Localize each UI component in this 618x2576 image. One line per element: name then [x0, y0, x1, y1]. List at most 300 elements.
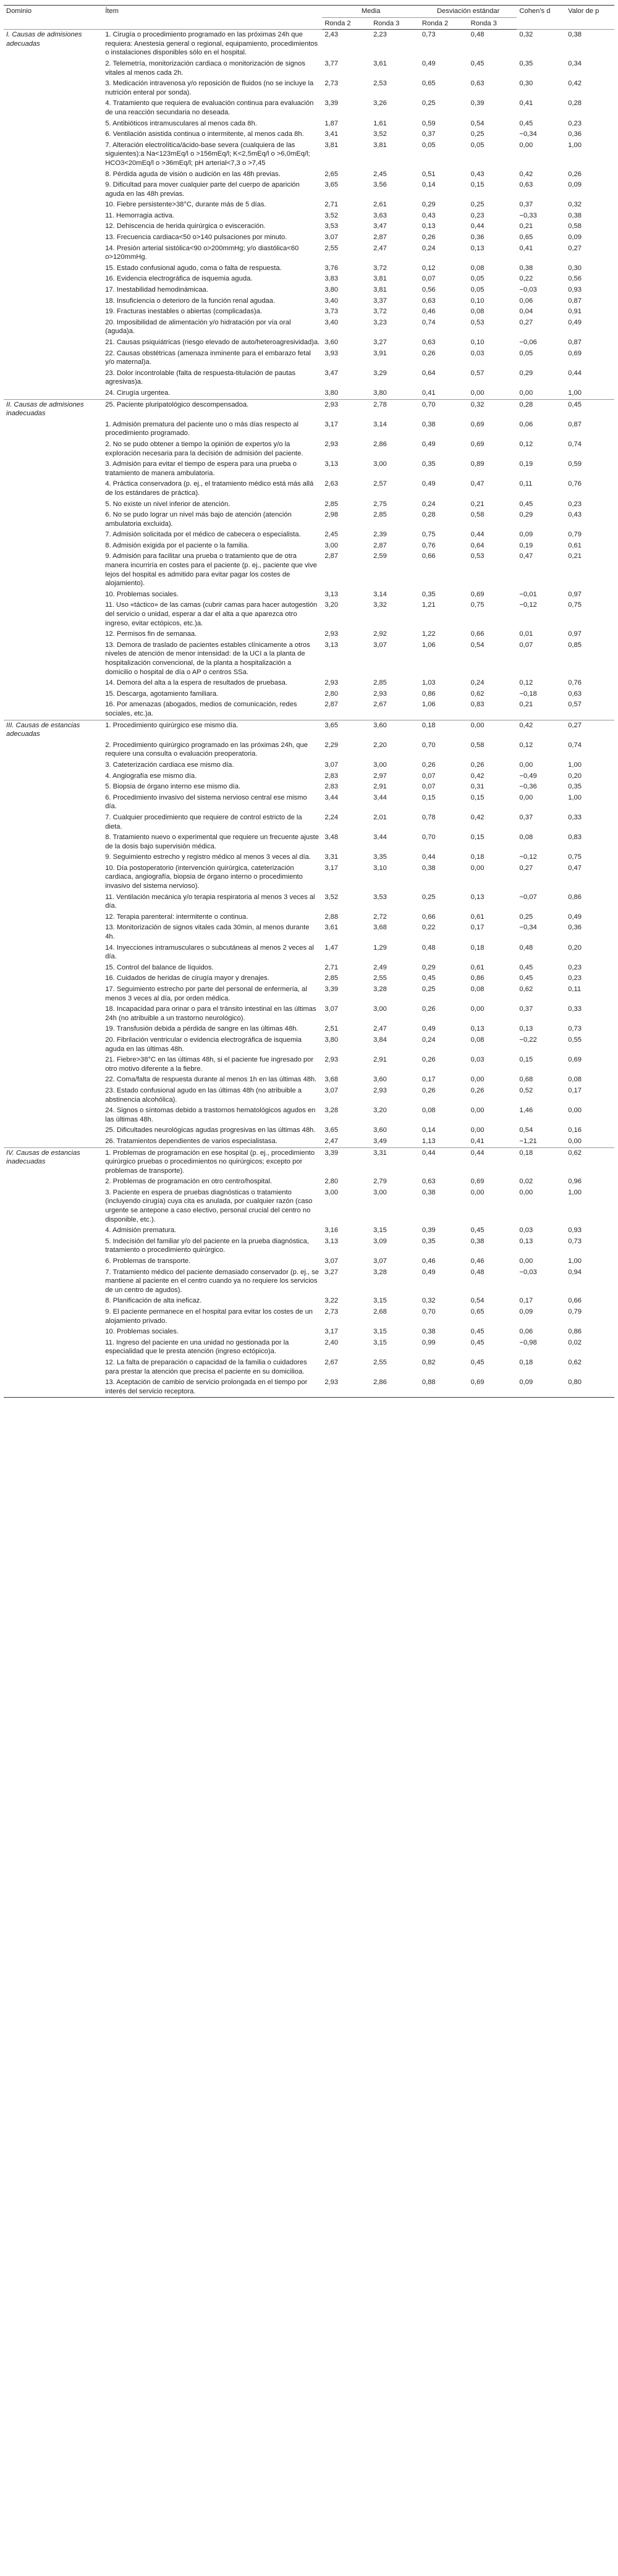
table-row [4, 689, 614, 700]
item-cell: 24. Cirugía urgentea. [105, 389, 171, 397]
item-cell: 15. Estado confusional agudo, coma o falta de respuesta. [105, 264, 282, 272]
item-cell: 13. Demora de traslado de pacientes estables clínicamente a otros niveles de atención de menor intensidad: de la UCI a la planta de hospitalización convencional, de la planta a hospitalización a domicilio o hospital de día o AP o centros SSa. [105, 641, 310, 676]
p-value-cell: 0,21 [568, 552, 582, 560]
mean-round-3-cell: 1,61 [373, 119, 387, 127]
mean-round-3-cell: 3,15 [373, 1328, 387, 1336]
sd-round-3-cell: 0,03 [470, 349, 485, 357]
sd-round-3-cell: 0,00 [470, 1188, 485, 1196]
sd-round-2-cell: 0,26 [421, 349, 436, 357]
sd-round-2-cell: 0,59 [421, 119, 436, 127]
item-cell: 18. Incapacidad para orinar o para el tránsito intestinal en las últimas 24h (no atribuible a un trastorno neurológico). [105, 1005, 316, 1022]
mean-round-2-cell: 3,13 [324, 460, 339, 468]
item-cell: 26. Tratamientos dependientes de varios especialistasa. [105, 1137, 277, 1145]
domain-cell [4, 589, 103, 601]
sd-round-3-cell: 0,48 [470, 1268, 485, 1276]
p-value-cell: 0,38 [565, 30, 614, 59]
table-row [4, 30, 614, 59]
item-cell: 12. Dehiscencia de herida quirúrgica o evisceración. [105, 222, 266, 230]
mean-round-2-cell: 3,27 [324, 1268, 339, 1276]
mean-round-3-cell: 2,72 [373, 913, 387, 921]
sd-round-2-cell: 0,66 [421, 552, 436, 560]
table-row [4, 439, 614, 459]
sd-round-2-cell: 0,29 [421, 201, 436, 209]
sd-round-3-cell: 0,44 [470, 531, 485, 539]
sd-round-3-cell: 0,00 [468, 720, 517, 740]
mean-round-2-cell: 2,93 [322, 1377, 371, 1398]
sd-round-2-cell: 0,32 [421, 1297, 436, 1305]
mean-round-3-cell: 3,09 [373, 1237, 387, 1245]
item-cell: 9. El paciente permanece en el hospital para evitar los costes de un alojamiento privado. [105, 1308, 313, 1325]
domain-cell [4, 1188, 103, 1225]
p-value-cell: 0,02 [568, 1338, 582, 1346]
table-row [4, 1327, 614, 1338]
sd-round-3-cell: 0,44 [470, 222, 485, 230]
sd-round-2-cell: 0,43 [421, 211, 436, 219]
table-row [4, 530, 614, 541]
item-cell: 11. Ventilación mecánica y/o terapia respiratoria al menos 3 veces al día. [105, 893, 315, 910]
domain-cell [4, 1136, 103, 1147]
mean-round-3-cell: 2,87 [373, 234, 387, 242]
mean-round-2-cell: 3,53 [324, 222, 339, 230]
mean-round-2-cell: 3,07 [324, 1257, 339, 1265]
mean-round-3-cell: 3,15 [373, 1227, 387, 1235]
sd-round-2-cell: 1,06 [421, 701, 436, 709]
cohen-d-cell: −0,34 [519, 130, 537, 138]
sd-round-3-cell: 0,10 [470, 339, 485, 346]
mean-round-2-cell: 3,28 [324, 1107, 339, 1115]
sd-round-3-cell: 0,41 [470, 1137, 485, 1145]
cohen-d-cell: 0,00 [519, 793, 533, 801]
sd-round-2-cell: 0,64 [421, 369, 436, 377]
sd-round-3-cell: 0,25 [470, 201, 485, 209]
mean-round-2-cell: 3,13 [324, 641, 339, 649]
table-row [4, 720, 614, 740]
domain-cell [4, 1327, 103, 1338]
table-row [4, 813, 614, 832]
p-value-cell: 0,57 [568, 701, 582, 709]
mean-round-3-cell: 2,91 [373, 1056, 387, 1064]
table-row [4, 1125, 614, 1136]
cohen-d-cell: 0,03 [519, 1227, 533, 1235]
header-sd-round-3: Ronda 3 [468, 17, 517, 30]
sd-round-2-cell: 0,26 [421, 1005, 436, 1013]
cohen-d-cell: 0,27 [519, 318, 533, 326]
item-cell: 8. Planificación de alta ineficaz. [105, 1297, 202, 1305]
sd-round-2-cell: 0,13 [421, 222, 436, 230]
cohen-d-cell: 0,45 [519, 974, 533, 982]
delphi-results-table [4, 5, 614, 1398]
item-cell: 6. No se pudo lograr un nivel más bajo de atención (atención ambulatoria excluida). [105, 511, 292, 528]
sd-round-3-cell: 0,15 [470, 181, 485, 189]
sd-round-3-cell: 0,58 [470, 741, 485, 749]
p-value-cell: 0,35 [568, 783, 582, 791]
mean-round-2-cell: 3,83 [324, 275, 339, 283]
table-row [4, 943, 614, 963]
mean-round-3-cell: 2,45 [373, 170, 387, 178]
domain-cell [4, 984, 103, 1004]
sd-round-2-cell: 0,15 [421, 793, 436, 801]
p-value-cell: 0,96 [568, 1178, 582, 1186]
sd-round-3-cell: 0,05 [470, 275, 485, 283]
sd-round-2-cell: 0,49 [421, 1268, 436, 1276]
cohen-d-cell: −0,22 [519, 1036, 537, 1044]
table-row [4, 963, 614, 974]
item-cell: 1. Admisión prematura del paciente uno o más días respecto al procedimiento programado. [105, 420, 299, 437]
domain-cell [4, 169, 103, 180]
mean-round-3-cell: 3,60 [373, 1126, 387, 1134]
item-cell: 4. Práctica conservadora (p. ej., el tratamiento médico está más allá de los estándares de práctica). [105, 480, 314, 497]
cohen-d-cell: −0,07 [519, 893, 537, 901]
cohen-d-cell: 0,65 [519, 234, 533, 242]
mean-round-3-cell: 3,72 [373, 308, 387, 316]
table-row [4, 337, 614, 348]
domain-cell [4, 59, 103, 78]
mean-round-2-cell: 3,61 [324, 924, 339, 932]
sd-round-2-cell: 0,07 [421, 772, 436, 780]
p-value-cell: 0,73 [568, 1237, 582, 1245]
sd-round-3-cell: 0,45 [470, 1227, 485, 1235]
item-cell: 3. Admisión para evitar el tiempo de espera para una prueba o tratamiento de manera ambulatoria. [105, 460, 297, 477]
table-row [4, 1075, 614, 1086]
sd-round-3-cell: 0,24 [470, 679, 485, 687]
mean-round-3-cell: 3,84 [373, 1036, 387, 1044]
mean-round-3-cell: 2,55 [373, 1358, 387, 1366]
domain-cell [4, 318, 103, 337]
item-cell: 15. Descarga, agotamiento familiara. [105, 690, 219, 698]
item-cell: 5. Biopsia de órgano interno ese mismo día. [105, 783, 241, 791]
sd-round-2-cell: 0,48 [421, 944, 436, 952]
p-value-cell: 0,83 [568, 834, 582, 842]
p-value-cell: 0,79 [568, 1308, 582, 1315]
sd-round-2-cell: 0,70 [420, 399, 468, 420]
item-cell: 25. Paciente pluripatológico descompensadoa. [103, 399, 322, 420]
mean-round-2-cell: 3,13 [324, 1237, 339, 1245]
mean-round-3-cell: 2,97 [373, 772, 387, 780]
domain-cell [4, 1256, 103, 1267]
mean-round-3-cell: 2,85 [373, 679, 387, 687]
sd-round-3-cell: 0,43 [470, 170, 485, 178]
item-cell: 16. Evidencia electrográfica de isquemia aguda. [105, 275, 253, 283]
p-value-cell: 0,66 [568, 1297, 582, 1305]
header-mean-round-2: Ronda 2 [322, 17, 371, 30]
sd-round-2-cell: 1,06 [421, 641, 436, 649]
sd-round-3-cell: 0,86 [470, 974, 485, 982]
table-row [4, 1225, 614, 1236]
item-cell: 10. Problemas sociales. [105, 1328, 179, 1336]
table-row [4, 1358, 614, 1377]
domain-label: I. Causas de admisiones adecuadas [4, 30, 103, 59]
sd-round-3-cell: 0,45 [470, 59, 485, 67]
table-row [4, 306, 614, 318]
mean-round-2-cell: 3,80 [324, 389, 339, 397]
table-row [4, 119, 614, 130]
sd-round-3-cell: 0,48 [468, 30, 517, 59]
header-cohen-d: Cohen's d [517, 6, 565, 30]
mean-round-2-cell: 3,17 [324, 864, 339, 872]
p-value-cell: 0,27 [565, 720, 614, 740]
domain-cell [4, 629, 103, 640]
sd-round-3-cell: 0,00 [470, 389, 485, 397]
sd-round-3-cell: 0,69 [470, 420, 485, 428]
item-cell: 2. Telemetría, monitorización cardiaca o monitorización de signos vitales al menos cada 2h. [105, 59, 305, 77]
p-value-cell: 0,49 [568, 318, 582, 326]
item-cell: 10. Fiebre persistente>38°C, durante más de 5 días. [105, 201, 266, 209]
mean-round-2-cell: 1,47 [324, 944, 339, 952]
cohen-d-cell: 0,37 [519, 201, 533, 209]
domain-cell [4, 541, 103, 552]
item-cell: 9. Admisión para facilitar una prueba o tratamiento que de otra manera incurriría en costes para el paciente (p. ej., paciente que vive lejos del hospital es admitido para evitar pagar los costes de alojamiento). [105, 552, 317, 588]
mean-round-3-cell: 2,93 [373, 1086, 387, 1094]
domain-cell [4, 420, 103, 439]
cohen-d-cell: 0,00 [519, 1257, 533, 1265]
sd-round-2-cell: 0,70 [421, 834, 436, 842]
sd-round-3-cell: 0,69 [470, 1178, 485, 1186]
sd-round-3-cell: 0,75 [470, 601, 485, 609]
table-row [4, 1136, 614, 1147]
p-value-cell: 0,74 [568, 440, 582, 448]
mean-round-2-cell: 3,31 [324, 853, 339, 861]
p-value-cell: 0,87 [568, 420, 582, 428]
domain-cell [4, 1125, 103, 1136]
item-cell: 6. Ventilación asistida continua o intermitente, al menos cada 8h. [105, 130, 304, 138]
sd-round-2-cell: 0,41 [421, 389, 436, 397]
mean-round-3-cell: 2,86 [371, 1377, 420, 1398]
cohen-d-cell: 0,19 [519, 460, 533, 468]
mean-round-2-cell: 2,93 [322, 399, 371, 420]
sd-round-3-cell: 0,15 [470, 793, 485, 801]
item-cell: 9. Dificultad para mover cualquier parte del cuerpo de aparición aguda en las 48h previas. [105, 181, 300, 198]
p-value-cell: 0,36 [568, 130, 582, 138]
p-value-cell: 0,74 [568, 741, 582, 749]
domain-cell [4, 1296, 103, 1307]
mean-round-2-cell: 3,68 [324, 1076, 339, 1084]
item-cell: 5. No existe un nivel inferior de atención. [105, 500, 231, 508]
mean-round-2-cell: 2,93 [324, 630, 339, 638]
cohen-d-cell: 0,29 [519, 511, 533, 519]
cohen-d-cell: −0,33 [519, 211, 537, 219]
mean-round-2-cell: 3,81 [324, 141, 339, 149]
sd-round-2-cell: 1,03 [421, 679, 436, 687]
p-value-cell: 0,79 [568, 531, 582, 539]
domain-cell [4, 699, 103, 720]
cohen-d-cell: 0,29 [519, 369, 533, 377]
cohen-d-cell: 0,28 [517, 399, 565, 420]
p-value-cell: 0,45 [565, 399, 614, 420]
mean-round-3-cell: 2,87 [373, 541, 387, 549]
table-row [4, 640, 614, 678]
mean-round-2-cell: 3,40 [324, 318, 339, 326]
cohen-d-cell: 0,09 [519, 1308, 533, 1315]
domain-label: III. Causas de estancias adecuadas [4, 720, 103, 740]
p-value-cell: 0,42 [568, 80, 582, 88]
sd-round-2-cell: 0,49 [421, 480, 436, 488]
sd-round-2-cell: 0,22 [421, 924, 436, 932]
sd-round-3-cell: 0,36 [470, 234, 485, 242]
cohen-d-cell: 0,01 [519, 630, 533, 638]
cohen-d-cell: 0,09 [519, 531, 533, 539]
domain-cell [4, 263, 103, 274]
cohen-d-cell: 0,45 [519, 963, 533, 971]
header-domain: Dominio [4, 6, 103, 30]
p-value-cell: 0,33 [568, 813, 582, 821]
cohen-d-cell: 0,13 [519, 1237, 533, 1245]
sd-round-3-cell: 0,13 [470, 244, 485, 252]
table-row [4, 1105, 614, 1125]
mean-round-2-cell: 3,07 [324, 1005, 339, 1013]
mean-round-3-cell: 3,29 [373, 369, 387, 377]
p-value-cell: 1,00 [568, 761, 582, 769]
sd-round-2-cell: 0,86 [421, 690, 436, 698]
mean-round-3-cell: 3,91 [373, 349, 387, 357]
item-cell: 17. Seguimiento estrecho por parte del personal de enfermería, al menos 3 veces al día, por orden médica. [105, 986, 307, 1002]
p-value-cell: 0,20 [568, 944, 582, 952]
item-cell: 16. Cuidados de heridas de cirugía mayor y drenajes. [105, 974, 269, 982]
p-value-cell: 0,87 [568, 339, 582, 346]
table-row [4, 1086, 614, 1105]
item-cell: 13. Aceptación de cambio de servicio prolongada en el tiempo por interés del servicio receptora. [103, 1377, 322, 1398]
item-cell: 20. Fibrilación ventricular o evidencia electrográfica de isquemia aguda en las últimas 48h. [105, 1036, 302, 1053]
mean-round-3-cell: 3,10 [373, 864, 387, 872]
sd-round-2-cell: 0,73 [420, 30, 468, 59]
mean-round-2-cell: 2,65 [324, 170, 339, 178]
item-cell: 2. No se pudo obtener a tiempo la opinión de expertos y/o la exploración necesaria para la decisión de admisión del paciente. [105, 440, 303, 457]
domain-cell [4, 1377, 103, 1398]
sd-round-3-cell: 0,53 [470, 318, 485, 326]
cohen-d-cell: 0,12 [519, 741, 533, 749]
sd-round-3-cell: 0,17 [470, 924, 485, 932]
mean-round-3-cell: 3,68 [373, 924, 387, 932]
mean-round-3-cell: 2,67 [373, 701, 387, 709]
p-value-cell: 0,49 [568, 913, 582, 921]
mean-round-2-cell: 2,47 [324, 1137, 339, 1145]
mean-round-3-cell: 3,81 [373, 286, 387, 294]
item-cell: 22. Coma/falta de respuesta durante al menos 1h en las últimas 48h. [105, 1076, 317, 1084]
p-value-cell: 0,28 [568, 99, 582, 108]
domain-cell [4, 140, 103, 169]
mean-round-3-cell: 3,15 [373, 1338, 387, 1346]
mean-round-3-cell: 1,29 [373, 944, 387, 952]
mean-round-3-cell: 2,20 [373, 741, 387, 749]
sd-round-2-cell: 0,74 [421, 318, 436, 326]
table-row [4, 1147, 614, 1176]
mean-round-2-cell: 2,29 [324, 741, 339, 749]
cohen-d-cell: 0,08 [519, 834, 533, 842]
sd-round-3-cell: 0,00 [470, 1107, 485, 1115]
table-row [4, 180, 614, 200]
mean-round-2-cell: 3,17 [324, 420, 339, 428]
mean-round-3-cell: 3,47 [373, 222, 387, 230]
sd-round-3-cell: 0,62 [470, 690, 485, 698]
header-item: Ítem [103, 6, 322, 30]
sd-round-2-cell: 0,05 [421, 141, 436, 149]
item-cell: 6. Procedimiento invasivo del sistema nervioso central ese mismo día. [105, 793, 307, 811]
mean-round-3-cell: 3,35 [373, 853, 387, 861]
p-value-cell: 0,23 [568, 119, 582, 127]
sd-round-3-cell: 0,05 [470, 141, 485, 149]
cohen-d-cell: −0,03 [519, 286, 537, 294]
domain-cell [4, 368, 103, 388]
table-row [4, 399, 614, 420]
header-sd: Desviación estándar [420, 6, 517, 18]
sd-round-3-cell: 0,89 [470, 460, 485, 468]
mean-round-3-cell: 3,14 [373, 420, 387, 428]
mean-round-3-cell: 3,15 [373, 1297, 387, 1305]
sd-round-2-cell: 0,44 [420, 1147, 468, 1176]
table-row [4, 600, 614, 629]
domain-cell [4, 1176, 103, 1188]
sd-round-3-cell: 0,00 [470, 864, 485, 872]
cohen-d-cell: −0,06 [519, 339, 537, 346]
sd-round-3-cell: 0,21 [470, 500, 485, 508]
domain-cell [4, 923, 103, 942]
sd-round-2-cell: 0,14 [421, 181, 436, 189]
table-row [4, 1267, 614, 1296]
domain-cell [4, 832, 103, 852]
table-row [4, 263, 614, 274]
sd-round-2-cell: 0,28 [421, 511, 436, 519]
p-value-cell: 0,75 [568, 853, 582, 861]
mean-round-3-cell: 2,01 [373, 813, 387, 821]
domain-cell [4, 973, 103, 984]
mean-round-3-cell: 3,52 [373, 130, 387, 138]
table-row [4, 1377, 614, 1398]
item-cell: 5. Indecisión del familiar y/o del paciente en la prueba diagnóstica, tratamiento o procedimiento quirúrgico. [105, 1237, 309, 1254]
mean-round-2-cell: 3,65 [322, 720, 371, 740]
mean-round-3-cell: 3,56 [373, 181, 387, 189]
mean-round-3-cell: 2,57 [373, 480, 387, 488]
sd-round-2-cell: 0,14 [421, 1126, 436, 1134]
mean-round-3-cell: 3,32 [373, 601, 387, 609]
domain-cell [4, 221, 103, 232]
sd-round-2-cell: 0,39 [421, 1227, 436, 1235]
domain-cell [4, 852, 103, 863]
sd-round-3-cell: 0,45 [470, 1328, 485, 1336]
cohen-d-cell: 0,04 [519, 308, 533, 316]
domain-cell [4, 1358, 103, 1377]
cohen-d-cell: 0,13 [519, 1025, 533, 1033]
mean-round-2-cell: 2,73 [324, 80, 339, 88]
mean-round-2-cell: 2,73 [324, 1308, 339, 1315]
item-cell: 23. Dolor incontrolable (falta de respuesta-titulación de pautas agresivas)a. [105, 369, 296, 386]
cohen-d-cell: 1,46 [519, 1107, 533, 1115]
sd-round-2-cell: 0,63 [421, 339, 436, 346]
item-cell: 8. Admisión exigida por el paciente o la familia. [105, 541, 249, 549]
domain-cell [4, 306, 103, 318]
mean-round-3-cell: 2,86 [373, 440, 387, 448]
p-value-cell: 1,00 [568, 1188, 582, 1196]
item-cell: 17. Inestabilidad hemodinámicaa. [105, 286, 208, 294]
table-row [4, 388, 614, 399]
cohen-d-cell: −0,98 [519, 1338, 537, 1346]
sd-round-3-cell: 0,54 [470, 119, 485, 127]
cohen-d-cell: 0,21 [519, 222, 533, 230]
mean-round-2-cell: 2,80 [324, 690, 339, 698]
domain-cell [4, 678, 103, 689]
p-value-cell: 0,09 [568, 234, 582, 242]
table-row [4, 274, 614, 285]
domain-cell [4, 943, 103, 963]
cohen-d-cell: 0,02 [519, 1178, 533, 1186]
mean-round-2-cell: 2,93 [324, 440, 339, 448]
p-value-cell: 0,80 [565, 1377, 614, 1398]
sd-round-3-cell: 0,23 [470, 211, 485, 219]
sd-round-3-cell: 0,08 [470, 986, 485, 993]
cohen-d-cell: 0,62 [519, 986, 533, 993]
item-cell: 10. Día postoperatorio (intervención quirúrgica, cateterización cardiaca, angiografía, biopsia de órgano interno o procedimiento invasivo del sistema nervioso). [105, 864, 303, 890]
table-row [4, 1035, 614, 1055]
sd-round-3-cell: 0,03 [470, 1056, 485, 1064]
p-value-cell: 0,55 [568, 1036, 582, 1044]
